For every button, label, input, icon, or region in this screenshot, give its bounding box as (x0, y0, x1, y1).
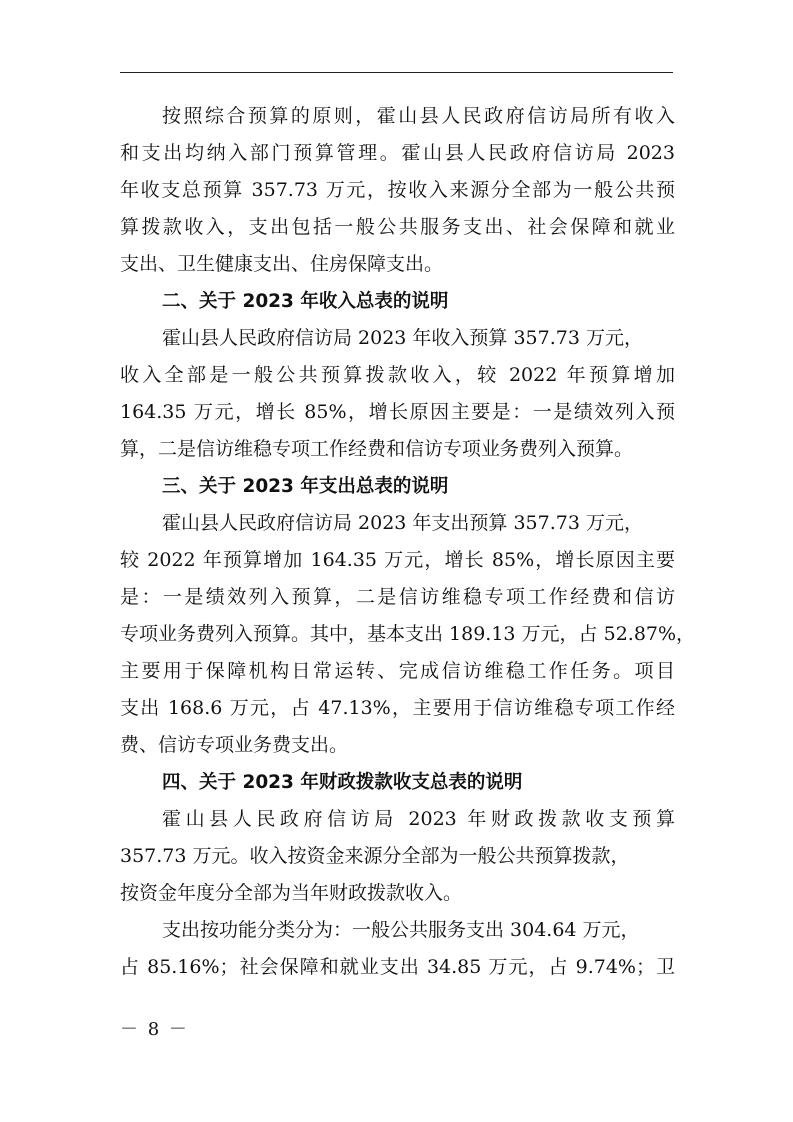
section-heading-3: 三、关于 2023 年支出总表的说明 (162, 476, 449, 497)
text-line-18: 费、信访专项业务费支出。 (120, 734, 349, 756)
header-rule (120, 72, 673, 73)
text-line-20: 霍山县人民政府信访局 2023 年财政拨款收支预算 (162, 808, 675, 830)
text-line-5: 支出、卫生健康支出、住房保障支出。 (120, 253, 444, 275)
text-line-14: 是：一是绩效列入预算，二是信访维稳专项工作经费和信访 (120, 586, 675, 608)
text-line-21: 357.73 万元。收入按资金来源分全部为一般公共预算拨款， (120, 845, 630, 867)
text-line-3: 年收支总预算 357.73 万元，按收入来源分全部为一般公共预 (120, 179, 675, 201)
text-line-1: 按照综合预算的原则，霍山县人民政府信访局所有收入 (162, 105, 675, 127)
text-line-4: 算拨款收入，支出包括一般公共服务支出、社会保障和就业 (120, 216, 675, 238)
section-heading-4: 四、关于 2023 年财政拨款收支总表的说明 (162, 772, 523, 793)
text-line-10: 算，二是信访维稳专项工作经费和信访专项业务费列入预算。 (120, 438, 634, 460)
text-line-22: 按资金年度分全部为当年财政拨款收入。 (120, 882, 463, 904)
text-line-24: 占 85.16%；社会保障和就业支出 34.85 万元，占 9.74%；卫 (120, 956, 675, 978)
text-line-16: 主要用于保障机构日常运转、完成信访维稳工作任务。项目 (120, 660, 675, 682)
text-line-9: 164.35 万元，增长 85%，增长原因主要是：一是绩效列入预 (120, 401, 675, 423)
section-heading-2: 二、关于 2023 年收入总表的说明 (162, 291, 449, 312)
text-line-8: 收入全部是一般公共预算拨款收入，较 2022 年预算增加 (120, 364, 675, 386)
document-body (120, 98, 696, 986)
text-line-17: 支出 168.6 万元，占 47.13%，主要用于信访维稳专项工作经 (120, 697, 675, 719)
text-line-12: 霍山县人民政府信访局 2023 年支出预算 357.73 万元， (162, 512, 643, 534)
text-line-2: 和支出均纳入部门预算管理。霍山县人民政府信访局 2023 (120, 142, 675, 164)
text-line-15: 专项业务费列入预算。其中，基本支出 189.13 万元，占 52.87%， (120, 623, 696, 645)
text-line-13: 较 2022 年预算增加 164.35 万元，增长 85%，增长原因主要 (120, 549, 675, 571)
page-number: － 8 － (120, 1019, 189, 1040)
text-line-7: 霍山县人民政府信访局 2023 年收入预算 357.73 万元， (162, 327, 643, 349)
text-line-23: 支出按功能分类分为：一般公共服务支出 304.64 万元， (162, 919, 640, 941)
